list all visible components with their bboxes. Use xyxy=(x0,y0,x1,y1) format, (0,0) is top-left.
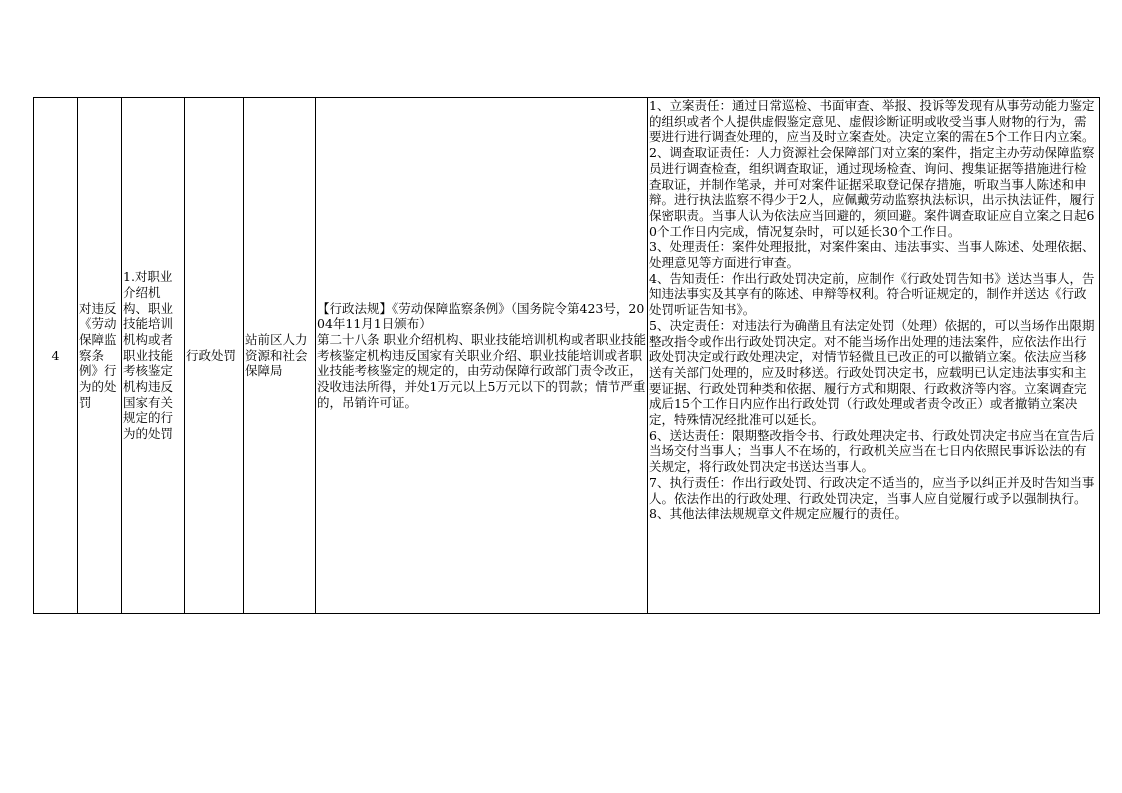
sub-item-cell: 1.对职业介绍机构、职业技能培训机构或者职业技能考核鉴定机构违反国家有关规定的行为的处罚 xyxy=(122,98,185,614)
duty-other: 8、其他法律法规规章文件规定应履行的责任。 xyxy=(649,506,907,522)
duty-investigation: 2、调查取证责任：人力资源社会保障部门对立案的案件，指定主办劳动保障监察员进行调查检查，组织调查取证，通过现场检查、询问、搜集证据等措施进行检查取证，并制作笔录，并可对案件证据采取登记保存措施，听取当事人陈述和申辩。进行执法监察不得少于2人，应佩戴劳动监察执法标识，出示执法证件，履行保密职责。当事人认为依法应当回避的，须回避。案件调查取证应自立案之日起60个工作日内完成，情况复杂时，可以延长30个工作日。 xyxy=(649,145,1095,239)
responsibilities-cell xyxy=(648,98,1100,614)
power-list-table xyxy=(33,97,1100,614)
category-cell: 行政处罚 xyxy=(185,98,244,614)
seq-cell: 4 xyxy=(34,98,78,614)
department-cell: 站前区人力资源和社会保障局 xyxy=(244,98,316,614)
table-row xyxy=(34,98,1100,614)
duty-filing: 1、立案责任：通过日常巡检、书面审查、举报、投诉等发现有从事劳动能力鉴定的组织或者个人提供虚假鉴定意见、虚假诊断证明或收受当事人财物的行为，需要进行进行调查处理的，应当及时立案查处。决定立案的需在5个工作日内立案。 xyxy=(649,98,1095,145)
duty-enforcement: 7、执行责任：作出行政处罚、行政决定不适当的，应当予以纠正并及时告知当事人。依法作出的行政处理、行政处罚决定，当事人应自觉履行或予以强制执行。 xyxy=(649,474,1095,506)
duty-decision: 5、决定责任：对违法行为确凿且有法定处罚（处理）依据的，可以当场作出限期整改指令或作出行政处罚决定。对不能当场作出处理的违法案件，应依法作出行政处罚决定或行政处理决定，对情节轻微且已改正的可以撤销立案。依法应当移送有关部门处理的，应及时移送。行政处罚决定书，应载明已认定违法事实和主要证据、行政处罚种类和依据、履行方式和期限、行政救济等内容。立案调查完成后15个工作日内应作出行政处罚（行政处理或者责令改正）或者撤销立案决定，特殊情况经批准可以延长。 xyxy=(649,317,1095,428)
duty-notification: 4、告知责任：作出行政处罚决定前，应制作《行政处罚告知书》送达当事人，告知违法事实及其享有的陈述、申辩等权利。符合听证规定的，制作并送达《行政处罚听证告知书》。 xyxy=(649,270,1095,318)
duty-delivery: 6、送达责任：限期整改指令书、行政处理决定书、行政处罚决定书应当在宣告后当场交付当事人；当事人不在场的，行政机关应当在七日内依照民事诉讼法的有关规定，将行政处罚决定书送达当事人。 xyxy=(649,427,1095,475)
legal-basis-cell xyxy=(316,98,648,614)
duty-handling: 3、处理责任：案件处理报批，对案件案由、违法事实、当事人陈述、处理依据、处理意见等方面进行审查。 xyxy=(649,239,1095,271)
item-name-cell: 对违反《劳动保障监察条例》行为的处罚 xyxy=(78,98,122,614)
legal-basis-text: 【行政法规】《劳动保障监察条例》（国务院令第423号，2004年11月1日颁布） 第二十八条 职业介绍机构、职业技能培训机构或者职业技能考核鉴定机构违反国家有关职业介绍、职业技能培训或者职业技能考核鉴定的规定的，由劳动保障行政部门责令改正，没收违法所得，并处1万元以上5万元以下的罚款；情节严重的，吊销许可证。 xyxy=(317,300,646,410)
